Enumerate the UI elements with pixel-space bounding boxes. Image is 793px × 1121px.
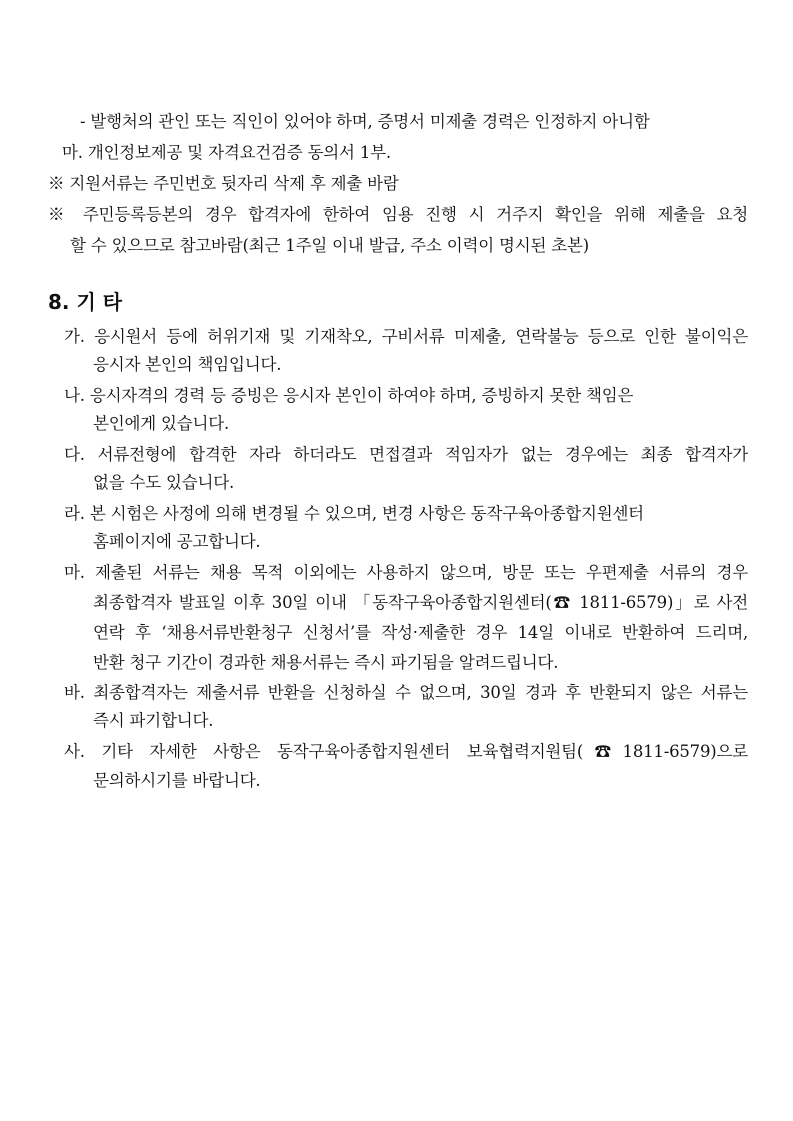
item-ma-text-1: 마. 제출된 서류는 채용 목적 이외에는 사용하지 않으며, 방문 또는 우편제출 서류의 경우 — [64, 563, 748, 582]
evidence-note-text: - 발행처의 관인 또는 직인이 있어야 하며, 증명서 미제출 경력은 인정하지 아니함 — [80, 112, 650, 131]
consent-form-item — [62, 142, 391, 164]
item-sa-text-2: 문의하시기를 바랍니다. — [93, 771, 261, 790]
item-na-line1 — [64, 385, 633, 407]
item-ma-text-4: 반환 청구 기간이 경과한 채용서류는 즉시 파기됨을 알려드립니다. — [93, 653, 559, 672]
item-ra-line2 — [93, 531, 260, 553]
note-id-number — [48, 173, 399, 195]
item-ra-line1 — [64, 503, 644, 525]
evidence-note-line — [80, 111, 740, 133]
item-na-text-2: 본인에게 있습니다. — [93, 414, 230, 433]
item-ra-text-2: 홈페이지에 공고합니다. — [93, 532, 261, 551]
note-resident-register-line2 — [70, 235, 589, 257]
item-da-text-2: 없을 수도 있습니다. — [93, 473, 235, 492]
item-sa-line2 — [93, 770, 260, 792]
item-ga-text-1: 가. 응시원서 등에 허위기재 및 기재착오, 구비서류 미제출, 연락불능 등으로 인한 불이익은 — [64, 327, 748, 346]
note-resident-register-line1 — [48, 204, 748, 226]
item-da-line2 — [93, 472, 234, 494]
item-ba-text-2: 즉시 파기합니다. — [93, 711, 214, 730]
item-sa-text-1: 사. 기타 자세한 사항은 동작구육아종합지원센터 보육협력지원팀(☎1811-6579)으로 — [64, 742, 748, 761]
item-ga-text-2: 응시자 본인의 책임입니다. — [93, 355, 282, 374]
item-ma-text-3: 연락 후 ‘채용서류반환청구 신청서’를 작성·제출한 경우 14일 이내로 반환하여 드리며, — [93, 623, 748, 642]
item-da-line1 — [64, 444, 748, 466]
item-na-line2 — [93, 413, 229, 435]
item-sa-line1 — [64, 741, 748, 763]
item-ba-line1 — [64, 682, 748, 704]
item-ga-line2 — [93, 354, 281, 376]
item-ma-line3 — [93, 622, 748, 644]
item-ma-line2 — [93, 592, 748, 614]
note-resident-register-text-1: ※ 주민등록등본의 경우 합격자에 한하여 임용 진행 시 거주지 확인을 위해 제출을 요청 — [48, 205, 748, 224]
item-ma-text-2: 최종합격자 발표일 이후 30일 이내 「동작구육아종합지원센터(☎ 1811-6579)」로 사전 — [93, 593, 748, 612]
note-id-number-text: ※ 지원서류는 주민번호 뒷자리 삭제 후 제출 바람 — [48, 174, 399, 193]
item-ma-line4 — [93, 652, 558, 674]
item-ba-line2 — [93, 710, 213, 732]
section-heading: 8. 기 타 — [48, 290, 123, 314]
item-ba-text-1: 바. 최종합격자는 제출서류 반환을 신청하실 수 없으며, 30일 경과 후 반환되지 않은 서류는 — [64, 683, 748, 702]
item-ma-line1 — [64, 562, 748, 584]
note-resident-register-text-2: 할 수 있으므로 참고바람(최근 1주일 이내 발급, 주소 이력이 명시된 초본) — [70, 236, 589, 255]
item-ga-line1 — [64, 326, 748, 348]
item-ra-text-1: 라. 본 시험은 사정에 의해 변경될 수 있으며, 변경 사항은 동작구육아종합지원센터 — [64, 504, 644, 523]
item-na-text-1: 나. 응시자격의 경력 등 증빙은 응시자 본인이 하여야 하며, 증빙하지 못한 책임은 — [64, 386, 634, 405]
consent-form-text: 마. 개인정보제공 및 자격요건검증 동의서 1부. — [62, 143, 391, 162]
item-da-text-1: 다. 서류전형에 합격한 자라 하더라도 면접결과 적임자가 없는 경우에는 최종 합격자가 — [64, 445, 748, 464]
